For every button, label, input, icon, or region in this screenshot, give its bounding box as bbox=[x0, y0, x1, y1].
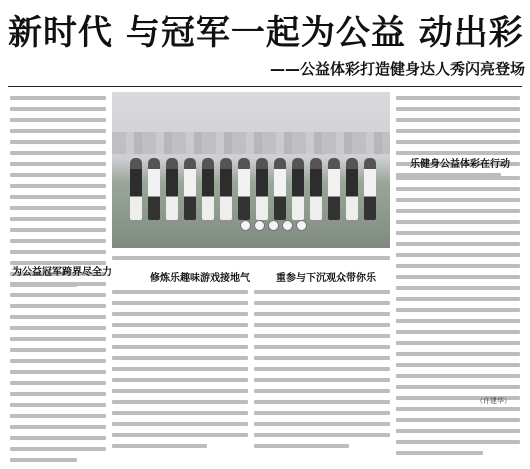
section-heading-2: 修炼乐趣味游戏接地气 bbox=[150, 273, 250, 284]
article-photo bbox=[112, 92, 390, 248]
body-column-left-top bbox=[10, 96, 106, 294]
section-heading-4: 乐健身公益体彩在行动 bbox=[410, 159, 510, 170]
top-divider bbox=[8, 86, 522, 87]
photo-caption-line bbox=[112, 252, 390, 264]
body-column-1 bbox=[10, 282, 106, 469]
headline: 新时代 与冠军一起为公益 动出彩 bbox=[8, 13, 524, 53]
section-heading-3: 重参与下沉观众带你乐 bbox=[276, 273, 376, 284]
subheadline: ——公益体彩打造健身达人秀闪亮登场 bbox=[269, 60, 525, 78]
body-column-right-bottom bbox=[396, 176, 520, 462]
body-column-3 bbox=[254, 290, 390, 455]
body-column-2 bbox=[112, 290, 248, 455]
byline: （许建华） bbox=[476, 397, 511, 405]
section-heading-1: 为公益冠军跨界尽全力 bbox=[12, 267, 112, 278]
